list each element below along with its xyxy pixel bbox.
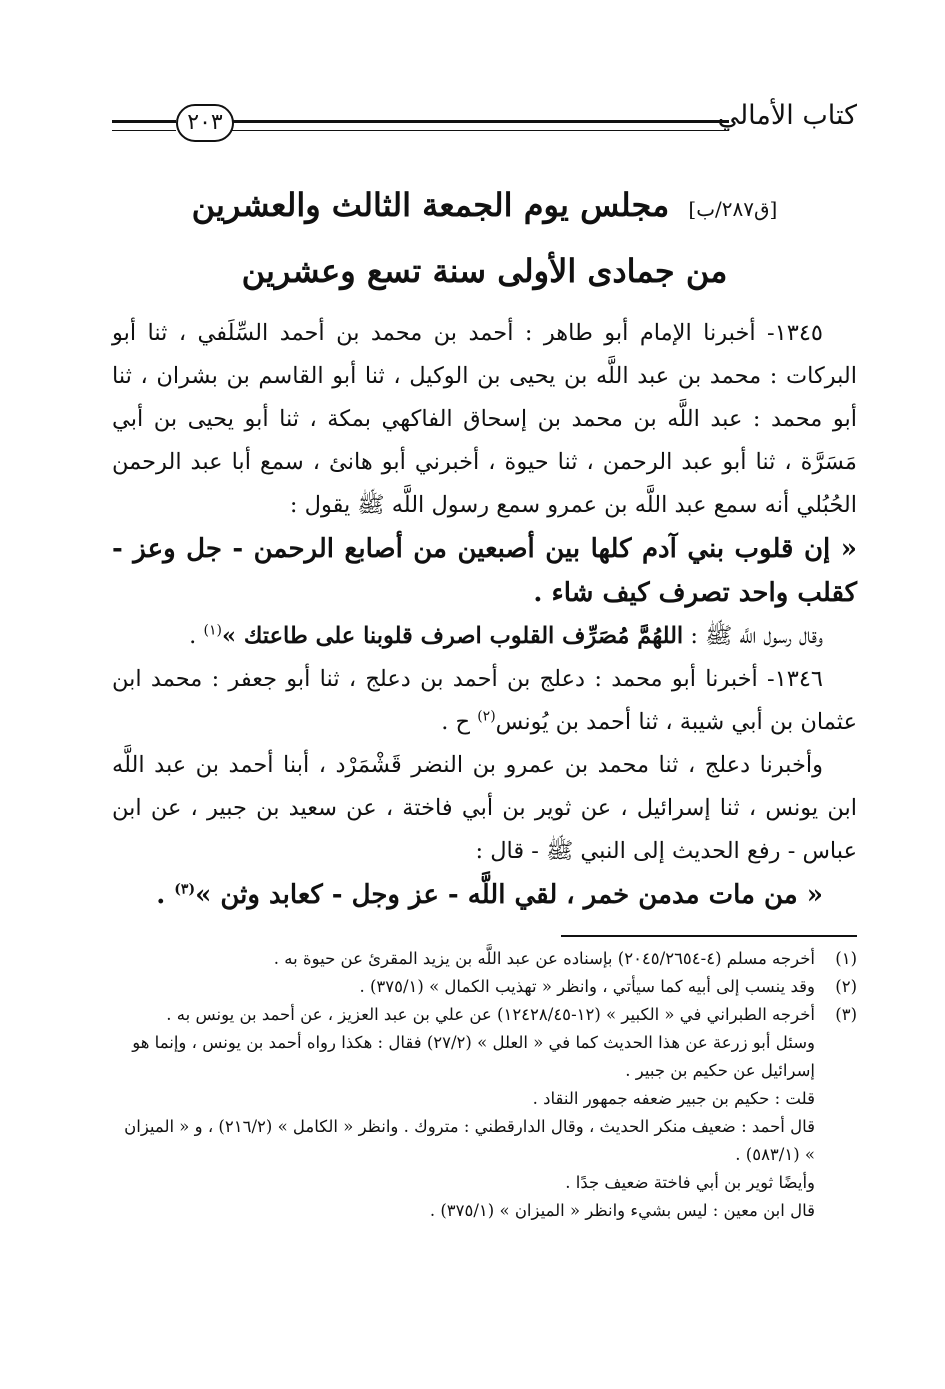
hadith-1345-matn: « إن قلوب بني آدم كلها بين أصبعين من أصابع الرحمن - جل وعز - كقلب واحد تصرف كيف شاء . <box>112 534 857 608</box>
closing-prefix: وقال رسول اللَّه ﷺ : <box>683 623 823 649</box>
footnote-text: أخرجه الطبراني في « الكبير » (١٢-١٢٤٢٨/٤٥) عن علي بن عبد العزيز ، عن أحمد بن يونس به . <box>166 1005 815 1024</box>
hadith-1346-isnad <box>112 658 857 744</box>
matn-end: . <box>156 880 175 910</box>
chapter-heading <box>112 174 857 302</box>
footnote-3 <box>112 1001 857 1029</box>
footnote-ref-1: (١) <box>203 622 222 639</box>
hadith-1345-isnad: ١٣٤٥- أخبرنا الإمام أبو طاهر : أحمد بن محمد بن أحمد السِّلَفي ، ثنا أبو البركات : محمد بن عبد اللَّه بن يحيى بن الوكيل ، ثنا أبو القاسم بن بشران ، ثنا أبو محمد : عبد اللَّه بن محمد بن إسحاق الفاكهي بمكة ، ثنا أبو يحيى بن أبي مَسَرَّة ، ثنا أبو عبد الرحمن ، ثنا حيوة ، أخبرني أبو هانئ ، سمع أبا عبد الرحمن الحُبُلي أنه سمع عبد اللَّه بن عمرو سمع رسول اللَّه ﷺ يقول : <box>112 320 857 518</box>
footnote-number: (٣) <box>835 1005 857 1024</box>
footnote-text: أخرجه مسلم (٤-٢٠٤٥/٢٦٥٤) بإسناده عن عبد اللَّه بن يزيد المقرئ عن حيوة به . <box>273 949 815 968</box>
footnote-ref-2: (٢) <box>477 708 496 725</box>
hadith-1345-closing <box>112 615 857 658</box>
folio-reference: [ق٢٨٧/ب] <box>688 197 778 221</box>
footnote-text: وقد ينسب إلى أبيه كما سيأتي ، وانظر « تهذيب الكمال » (٣٧٥/١) . <box>359 977 815 996</box>
header-rule <box>112 120 176 131</box>
footnote-number: (٢) <box>835 977 857 996</box>
isnad-end: ح . <box>441 709 478 735</box>
footnote-1 <box>112 945 857 973</box>
closing-dua: اللهُمَّ مُصَرِّف القلوب اصرف قلوبنا على طاعتك » <box>221 623 684 649</box>
heading-title: مجلس يوم الجمعة الثالث والعشرين <box>191 186 670 224</box>
matn-text: « من مات مدمن خمر ، لقي اللَّه - عز وجل - كعابد وثن » <box>195 880 823 910</box>
footnote-3-continuation: قال أحمد : ضعيف منكر الحديث ، وقال الدارقطني : متروك . وانظر « الكامل » (٢١٦/٢) ، و « الميزان » (٥٨٣/١) . <box>124 1117 815 1164</box>
heading-line-2: من جمادى الأولى سنة تسع وعشرين <box>241 252 728 290</box>
hadith-1346-matn <box>112 873 857 917</box>
isnad-text: ١٣٤٦- أخبرنا أبو محمد : دعلج بن أحمد بن دعلج ، ثنا أبو جعفر : محمد ابن عثمان بن أبي شيبة ، ثنا أحمد بن يُونس <box>112 666 857 735</box>
footnote-3-continuation: وأيضًا ثوير بن أبي فاختة ضعيف جدًا . <box>565 1173 815 1192</box>
hadith-1346-second-chain: وأخبرنا دعلج ، ثنا محمد بن عمرو بن النضر قَشْمَرْد ، أبنا أحمد بن عبد اللَّه ابن يونس ، ثنا إسرائيل ، عن ثوير بن أبي فاختة ، عن سعيد بن جبير ، عن ابن عباس - رفع الحديث إلى النبي ﷺ - قال : <box>112 752 857 864</box>
footnote-3-continuation: قال ابن معين : ليس بشيء وانظر « الميزان » (٣٧٥/١) . <box>429 1201 815 1220</box>
footnote-2 <box>112 973 857 1001</box>
footnote-3-continuation: وسئل أبو زرعة عن هذا الحديث كما في « العلل » (٢٧/٢) فقال : هكذا رواه أحمد بن يونس ، وإنما هو إسرائيل عن حكيم بن جبير . <box>132 1033 815 1080</box>
header-rule <box>230 120 729 131</box>
book-page <box>112 100 857 1225</box>
footnote-separator <box>561 935 857 937</box>
footnote-3-continuation: قلت : حكيم بن جبير ضعفه جمهور النقاد . <box>532 1089 815 1108</box>
book-title: كتاب الأمالي <box>717 100 857 131</box>
footnote-number: (١) <box>835 949 857 968</box>
running-header <box>112 100 857 144</box>
main-text <box>112 312 857 917</box>
footnotes <box>112 945 857 1225</box>
footnote-ref-3: (٣) <box>174 881 196 898</box>
heading-line-1 <box>112 174 857 240</box>
closing-end: . <box>189 623 204 649</box>
page-number: ٢٠٣ <box>176 104 234 142</box>
